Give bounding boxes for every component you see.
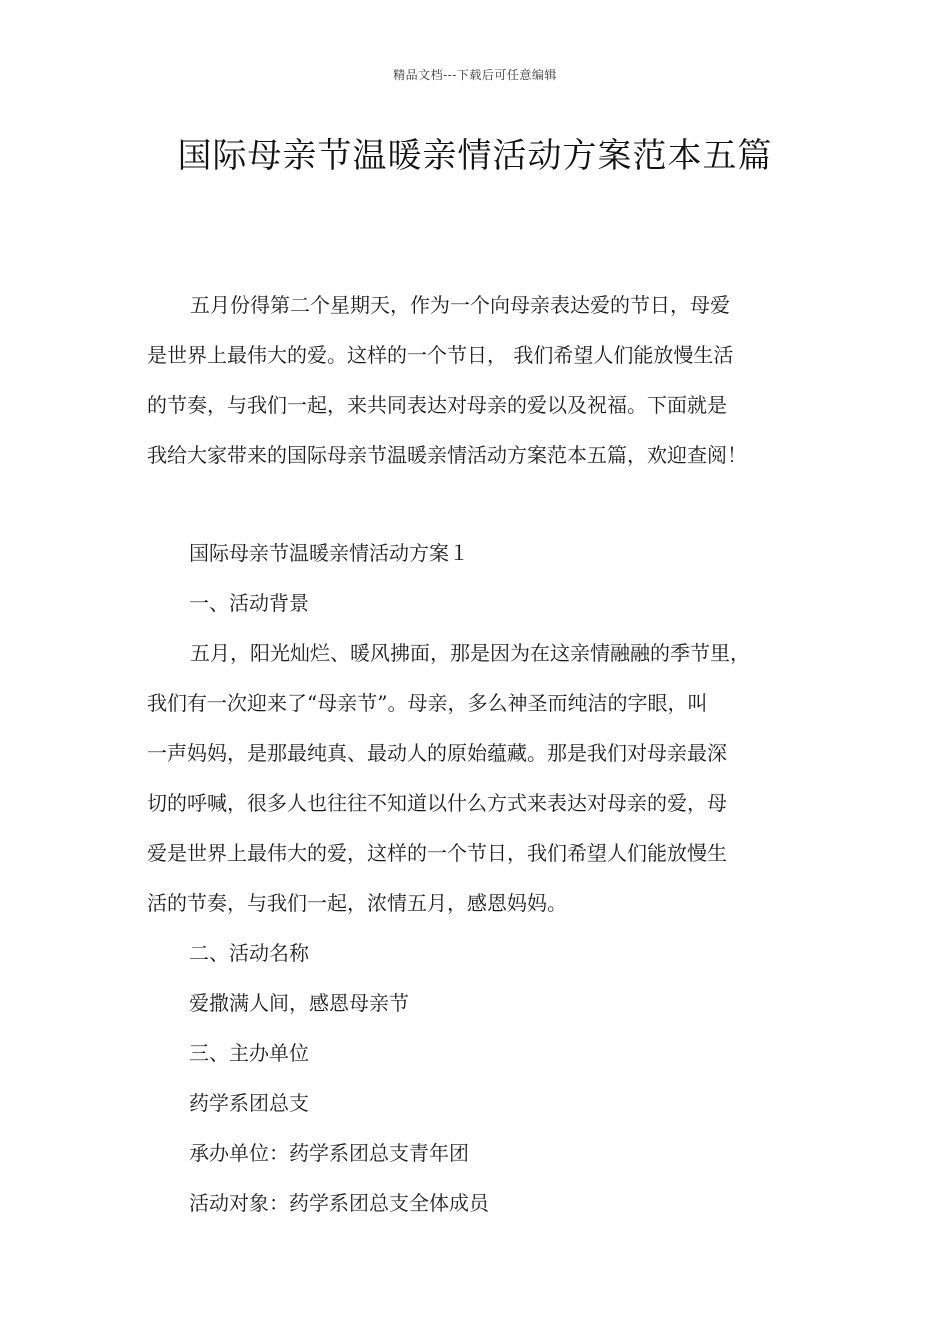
section-heading: 国际母亲节温暖亲情活动方案１ (189, 541, 469, 565)
background-line: 一声妈妈，是那最纯真、最动人的原始蕴藏。那是我们对母亲最深 (147, 741, 727, 765)
intro-line: 五月份得第二个星期天，作为一个向母亲表达爱的节日，母爱 (190, 293, 730, 317)
background-line: 切的呼喊，很多人也往往不知道以什么方式来表达对母亲的爱，母 (147, 791, 727, 815)
host-unit: 药学系团总支 (189, 1091, 309, 1115)
document-title: 国际母亲节温暖亲情活动方案范本五篇 (177, 136, 773, 176)
subheading-background: 一、活动背景 (189, 591, 309, 615)
organizer-unit: 承办单位：药学系团总支青年团 (189, 1141, 469, 1165)
background-line: 活的节奏，与我们一起，浓情五月，感恩妈妈。 (147, 891, 567, 915)
subheading-name: 二、活动名称 (189, 941, 309, 965)
activity-name: 爱撒满人间，感恩母亲节 (189, 991, 409, 1015)
background-line: 五月，阳光灿烂、暖风拂面，那是因为在这亲情融融的季节里， (190, 641, 750, 665)
section-1 (147, 528, 827, 1228)
background-line: 我们有一次迎来了“母亲节”。母亲，多么神圣而纯洁的字眼，叫 (147, 691, 708, 715)
header-watermark: 精品文档---下载后可任意编辑 (393, 68, 557, 82)
activity-audience: 活动对象：药学系团总支全体成员 (189, 1191, 489, 1215)
background-line: 爱是世界上最伟大的爱，这样的一个节日，我们希望人们能放慢生 (147, 841, 727, 865)
intro-line: 的节奏，与我们一起，来共同表达对母亲的爱以及祝福。下面就是 (147, 393, 727, 417)
subheading-host: 三、主办单位 (189, 1041, 309, 1065)
intro-paragraph (147, 280, 827, 480)
intro-line: 我给大家带来的国际母亲节温暖亲情活动方案范本五篇，欢迎查阅！ (147, 443, 747, 467)
intro-line: 是世界上最伟大的爱。这样的一个节日， 我们希望人们能放慢生活 (147, 343, 734, 367)
